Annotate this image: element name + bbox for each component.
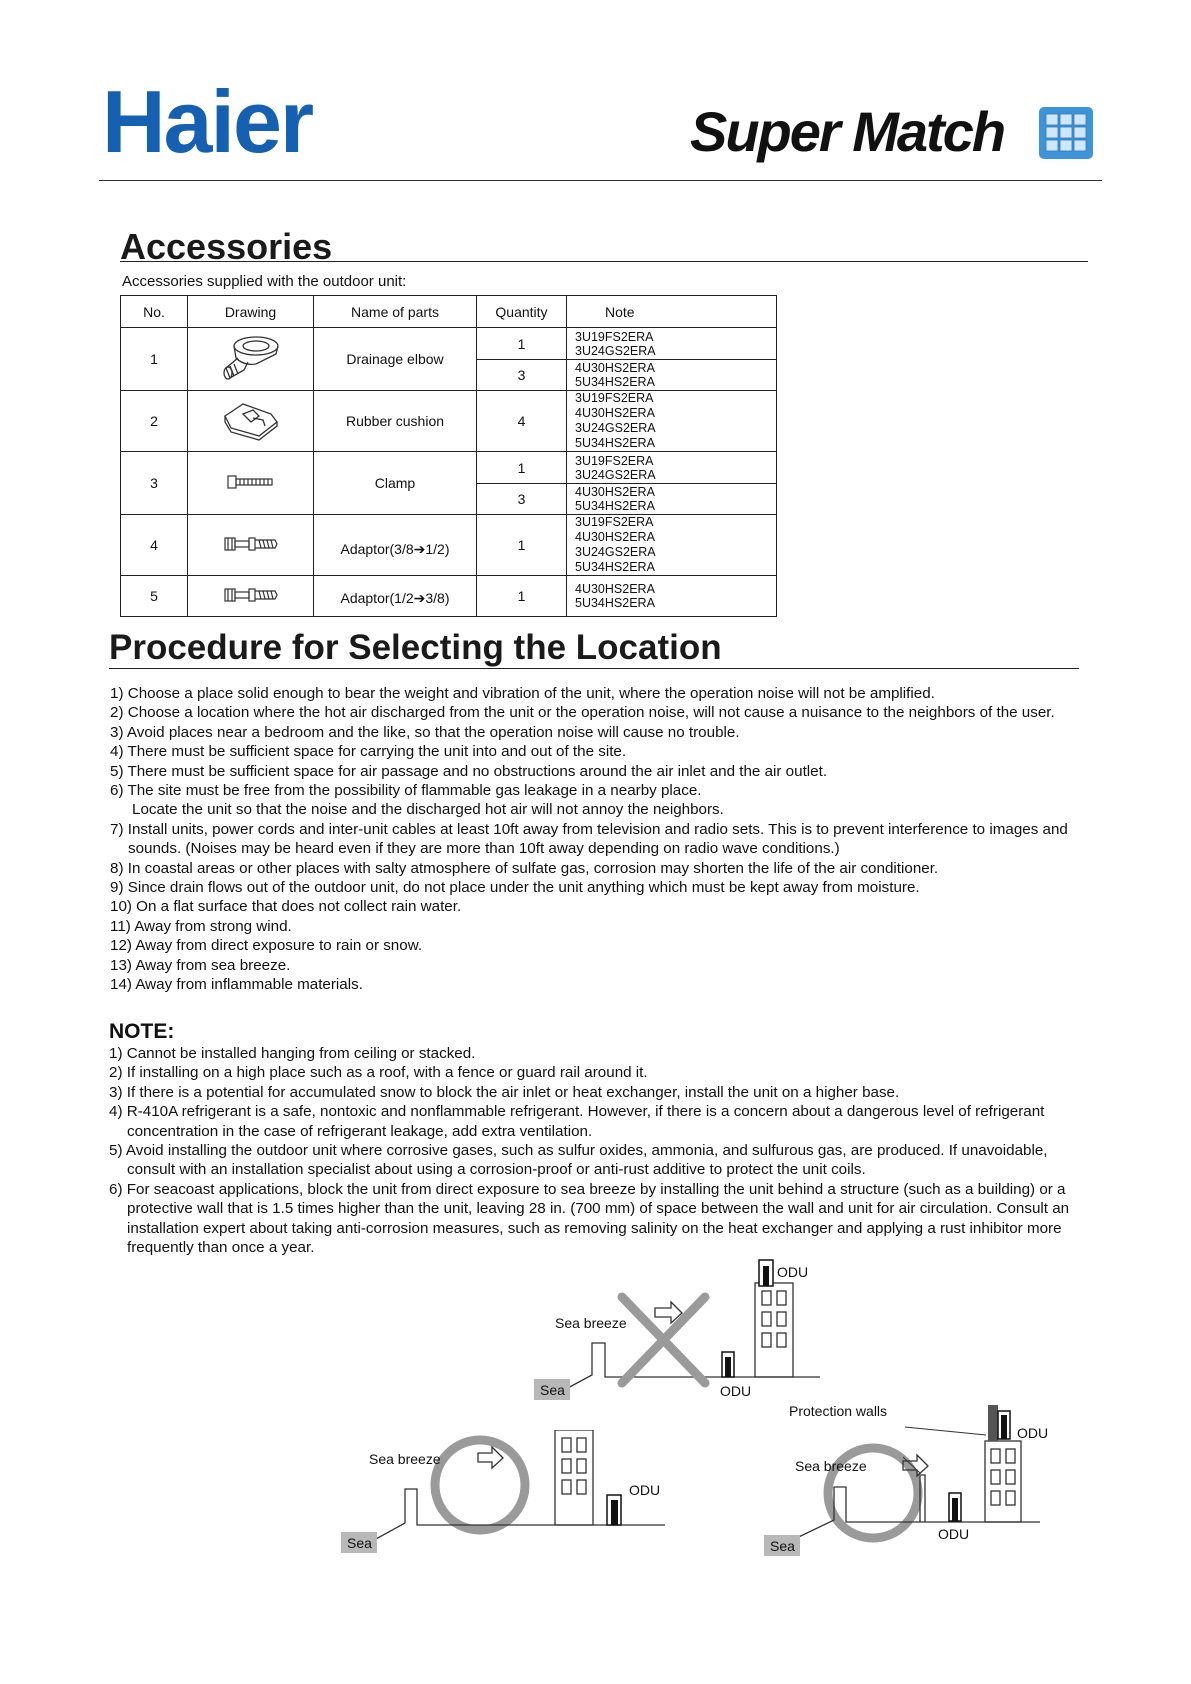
adaptor-icon <box>223 535 279 553</box>
model-code: 3U19FS2ERA <box>575 515 654 529</box>
wind-arrow-icon <box>478 1447 503 1468</box>
model-code: 3U24GS2ERA <box>575 545 656 559</box>
model-code: 3U24GS2ERA <box>575 421 656 435</box>
list-item: 14) Away from inflammable materials. <box>110 976 363 994</box>
list-item: 9) Since drain flows out of the outdoor unit, do not place under the unit anything which must be kept away from moisture. <box>110 879 920 897</box>
adaptor-icon <box>223 586 279 604</box>
list-item: 2) If installing on a high place such as a roof, with a fence or guard rail around it. <box>109 1064 648 1082</box>
table-row <box>121 452 777 484</box>
model-code: 3U19FS2ERA <box>575 391 654 405</box>
drawing-cell <box>188 391 314 452</box>
sea-label: Sea <box>540 1382 565 1398</box>
row-number: 2 <box>121 391 188 452</box>
odu-label: ODU <box>1017 1425 1049 1441</box>
quantity-cell: 1 <box>477 576 567 617</box>
model-code: 3U19FS2ERA <box>575 329 654 344</box>
column-header: Drawing <box>188 296 314 328</box>
note-cell <box>567 576 777 617</box>
location-divider <box>109 668 1079 669</box>
part-name: Adaptor(1/2➔3/8) <box>314 576 477 617</box>
model-code: 5U34HS2ERA <box>575 596 655 610</box>
quantity-cell: 1 <box>477 452 567 484</box>
model-code: 3U24GS2ERA <box>575 343 656 358</box>
note-cell <box>567 452 777 484</box>
model-code: 4U30HS2ERA <box>575 485 655 499</box>
accessories-table <box>120 295 777 617</box>
table-header-row <box>121 296 777 328</box>
table-row <box>121 391 777 452</box>
sea-breeze-label: Sea breeze <box>555 1315 627 1331</box>
part-name: Rubber cushion <box>314 391 477 452</box>
odu-label: ODU <box>777 1264 809 1280</box>
drawing-cell <box>188 576 314 617</box>
sea-breeze-label: Sea breeze <box>369 1451 441 1467</box>
model-code: 4U30HS2ERA <box>575 582 655 596</box>
quantity-cell: 1 <box>477 328 567 360</box>
list-item: 12) Away from direct exposure to rain or snow. <box>110 937 423 955</box>
sea-breeze-label: Sea breeze <box>795 1458 867 1474</box>
list-item: 3) If there is a potential for accumulated snow to block the air inlet or heat exchanger, install the unit on a higher base. <box>109 1083 900 1101</box>
cube-logo-icon <box>1038 106 1094 160</box>
accessories-title: Accessories <box>120 226 333 267</box>
drainage-elbow-icon <box>216 332 286 384</box>
odu-label: ODU <box>720 1383 752 1399</box>
drawing-cell <box>188 328 314 391</box>
quantity-cell: 4 <box>477 391 567 452</box>
quantity-cell: 3 <box>477 484 567 515</box>
model-code: 3U24GS2ERA <box>575 467 656 482</box>
list-item: 3) Avoid places near a bedroom and the like, so that the operation noise will cause no trouble. <box>110 723 740 741</box>
column-header: Quantity <box>477 296 567 328</box>
list-item: 7) Install units, power cords and inter-unit cables at least 10ft away from television and radio sets. This is to prevent interference to images and sounds. (Noises may be heard even if they are more than 10ft away depending on radio wave conditions.) <box>110 820 1068 858</box>
list-item: 11) Away from strong wind. <box>110 917 292 935</box>
row-number: 1 <box>121 328 188 391</box>
drawing-cell <box>188 452 314 515</box>
haier-logo: Haier <box>102 72 313 171</box>
model-code: 5U34HS2ERA <box>575 499 655 513</box>
accessories-intro: Accessories supplied with the outdoor unit: <box>122 273 407 290</box>
list-item: Locate the unit so that the noise and the discharged hot air will not annoy the neighbors. <box>132 801 724 819</box>
rubber-cushion-icon <box>219 398 283 442</box>
quantity-cell: 3 <box>477 360 567 391</box>
list-item: 10) On a flat surface that does not collect rain water. <box>110 898 462 916</box>
diagram-wrong-installation <box>530 1255 830 1400</box>
protection-wall-high <box>988 1405 998 1441</box>
diagram-protection-walls <box>760 1395 1060 1560</box>
sea-label: Sea <box>770 1538 795 1554</box>
row-number: 5 <box>121 576 188 617</box>
location-title: Procedure for Selecting the Location <box>109 628 722 667</box>
model-code: 5U34HS2ERA <box>575 436 655 450</box>
super-match-brand: Super Match <box>690 100 1005 163</box>
sea-label: Sea <box>347 1535 372 1551</box>
model-code: 5U34HS2ERA <box>575 560 655 574</box>
table-row <box>121 576 777 617</box>
list-item: 13) Away from sea breeze. <box>110 956 291 974</box>
list-item: 1) Choose a place solid enough to bear the weight and vibration of the unit, where the operation noise will not be amplified. <box>110 685 935 702</box>
table-row <box>121 515 777 576</box>
note-title: NOTE: <box>109 1020 175 1043</box>
accessories-divider <box>120 261 1088 262</box>
list-item: 1) Cannot be installed hanging from ceiling or stacked. <box>109 1045 476 1062</box>
diagram-building-shield <box>335 1430 675 1555</box>
note-cell <box>567 515 777 576</box>
note-cell <box>567 360 777 391</box>
list-item: 5) Avoid installing the outdoor unit where corrosive gases, such as sulfur oxides, ammonia, and sulfurous gas, are produced. If unavoidable, consult with an installation specialist about using a corrosion-proof or anti-rust additive to protect the unit coils. <box>109 1142 1048 1179</box>
odu-label: ODU <box>938 1526 970 1542</box>
column-header: Note <box>567 296 777 328</box>
list-item: 6) The site must be free from the possibility of flammable gas leakage in a nearby place. <box>110 782 702 800</box>
note-cell <box>567 391 777 452</box>
part-name: Clamp <box>314 452 477 515</box>
part-name: Drainage elbow <box>314 328 477 391</box>
drawing-cell <box>188 515 314 576</box>
model-code: 4U30HS2ERA <box>575 361 655 375</box>
location-list <box>110 684 1080 995</box>
part-name: Adaptor(3/8➔1/2) <box>314 515 477 576</box>
list-item: 4) R-410A refrigerant is a safe, nontoxic and nonflammable refrigerant. However, if there is a concern about a dangerous level of refrigerant concentration in the case of refrigerant leakage, add extra ventilation. <box>109 1103 1045 1140</box>
protection-walls-label: Protection walls <box>789 1403 888 1419</box>
table-row <box>121 328 777 360</box>
building <box>555 1430 593 1525</box>
odu-label: ODU <box>629 1482 661 1498</box>
quantity-cell: 1 <box>477 515 567 576</box>
column-header: No. <box>121 296 188 328</box>
model-code: 3U19FS2ERA <box>575 453 654 468</box>
building <box>755 1283 793 1377</box>
model-code: 5U34HS2ERA <box>575 375 655 389</box>
list-item: 6) For seacoast applications, block the unit from direct exposure to sea breeze by installing the unit behind a structure (such as a building) or a protective wall that is 1.5 times higher than the unit, leaving 28 in. (700 mm) of space between the wall and unit for air circulation. Consult an installation expert about taking anti-corrosion measures, such as removing salinity on the heat exchanger and applying a rust inhibitor more frequently than once a year. <box>109 1180 1070 1257</box>
list-item: 2) Choose a location where the hot air discharged from the unit or the operation noise, will not cause a nuisance to the neighbors of the user. <box>110 704 1055 722</box>
note-cell <box>567 328 777 360</box>
list-item: 4) There must be sufficient space for carrying the unit into and out of the site. <box>110 743 627 761</box>
header-divider <box>99 180 1102 181</box>
model-code: 4U30HS2ERA <box>575 406 655 420</box>
cross-mark-icon <box>622 1297 705 1383</box>
list-item: 8) In coastal areas or other places with salty atmosphere of sulfate gas, corrosion may shorten the life of the air conditioner. <box>110 859 939 877</box>
row-number: 4 <box>121 515 188 576</box>
row-number: 3 <box>121 452 188 515</box>
note-list <box>109 1044 1081 1257</box>
model-code: 4U30HS2ERA <box>575 530 655 544</box>
note-cell <box>567 484 777 515</box>
list-item: 5) There must be sufficient space for air passage and no obstructions around the air inlet and the air outlet. <box>110 762 828 780</box>
clamp-icon <box>226 474 276 490</box>
column-header: Name of parts <box>314 296 477 328</box>
